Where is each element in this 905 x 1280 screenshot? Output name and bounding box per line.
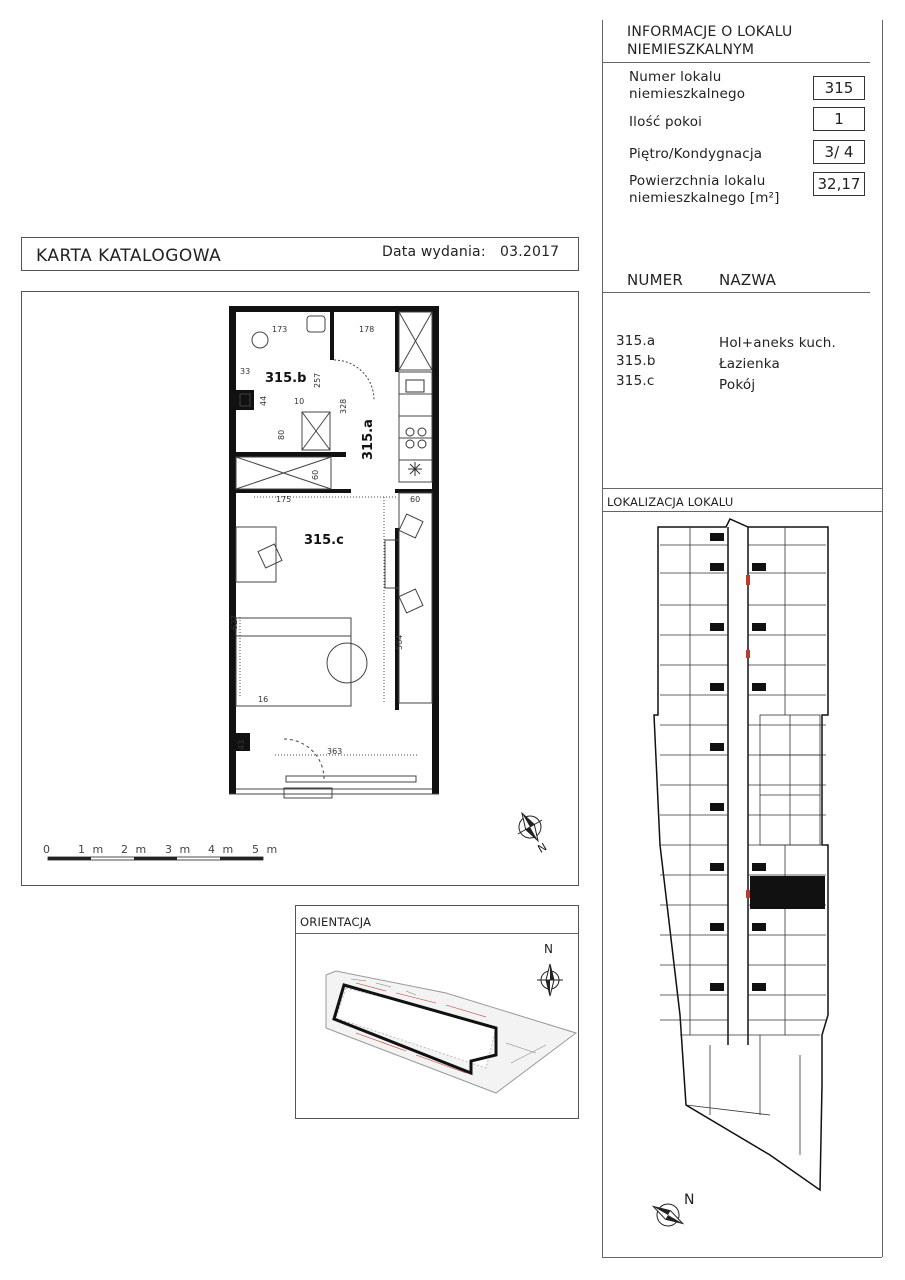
entry-arc [284, 739, 324, 779]
sink [307, 316, 325, 332]
interior-lines [229, 312, 439, 798]
area-value: 32,17 [813, 172, 865, 196]
chair-2 [399, 514, 423, 538]
location-title: LOKALIZACJA LOKALU [607, 495, 734, 509]
dim-627: 627 [230, 614, 239, 630]
room-c-label: 315.c [304, 533, 344, 548]
dim-10: 10 [294, 397, 305, 406]
wall-left [229, 306, 236, 794]
orientation-box [295, 905, 579, 1119]
col-number-header: NUMER [627, 271, 684, 289]
rooms-label: Ilość pokoi [629, 114, 703, 130]
scale-label-2: 2 m [121, 843, 149, 856]
orientation-title: ORIENTACJA [300, 915, 372, 929]
wall-right [432, 306, 439, 794]
highlighted-unit [750, 876, 825, 909]
door-arc [334, 360, 374, 400]
orientation-map [296, 933, 578, 1118]
window [286, 776, 416, 782]
room-row-name: Łazienka [719, 356, 781, 372]
wardrobe-right [399, 493, 432, 703]
orientation-north: N [544, 942, 554, 956]
bed [236, 618, 351, 706]
scale-bar [48, 857, 263, 860]
snowflake-icon [408, 462, 422, 476]
room-row-number: 315.a [616, 333, 656, 349]
kitchen-partition [395, 489, 432, 493]
issue-label: Data wydania: [382, 244, 486, 260]
toilet [252, 332, 268, 348]
building-outline [654, 519, 828, 1190]
floor-plan-box [21, 291, 579, 886]
info-title-1: INFORMACJE O LOKALU [627, 24, 793, 40]
room-a-label: 315.a [361, 419, 376, 460]
room-row-name: Hol+aneks kuch. [719, 335, 836, 351]
dim-564: 564 [395, 634, 404, 650]
dim-175: 175 [276, 495, 292, 504]
closet-wall [395, 528, 399, 710]
dim-44: 44 [259, 395, 268, 406]
room-b-label: 315.b [265, 371, 307, 386]
rooms-value: 1 [813, 107, 865, 131]
chair-1 [258, 544, 282, 568]
area-label-1: Powierzchnia lokalu [629, 173, 766, 189]
location-map [650, 515, 830, 1195]
info-title-2: NIEMIESZKALNYM [627, 42, 755, 58]
catalog-header [21, 237, 579, 271]
room-row-name: Pokój [719, 377, 756, 393]
area-label-2: niemieszkalnego [m²] [629, 190, 780, 206]
number-label-1: Numer lokalu [629, 69, 722, 85]
room-row-number: 315.b [616, 353, 656, 369]
col-name-header: NAZWA [719, 271, 777, 289]
dim-43: 43 [237, 739, 246, 750]
bath-wall-bottom [236, 452, 346, 457]
scale-label-0: 0 [43, 843, 51, 856]
dim-60a: 60 [311, 469, 320, 480]
dim-328: 328 [339, 398, 348, 414]
floor-label: Piętro/Kondygnacja [629, 146, 763, 162]
scale-label-1: 1 m [78, 843, 106, 856]
desk [236, 527, 276, 582]
dim-33: 33 [240, 367, 251, 376]
bath-wall-right [330, 312, 334, 360]
number-value: 315 [813, 76, 865, 100]
catalog-title: KARTA KATALOGOWA [36, 246, 222, 266]
issue-date: 03.2017 [500, 244, 560, 260]
scale-label-3: 3 m [165, 843, 193, 856]
shaft [236, 390, 254, 410]
wall-left-bottom [229, 767, 236, 794]
round-table [327, 643, 367, 683]
scale-label-5: 5 m [252, 843, 280, 856]
floor-value: 3/ 4 [813, 140, 865, 164]
location-north: N [684, 1192, 695, 1208]
dim-178: 178 [359, 325, 375, 334]
number-label-2: niemieszkalnego [629, 86, 746, 102]
dim-173: 173 [272, 325, 288, 334]
wall-top [229, 306, 439, 312]
scale-label-4: 4 m [208, 843, 236, 856]
compass-icon [510, 806, 558, 861]
dim-363: 363 [327, 747, 343, 756]
right-panel-left-border [602, 20, 603, 1257]
room-row-number: 315.c [616, 373, 655, 389]
dim-60b: 60 [410, 495, 421, 504]
north-compass-icon [537, 964, 563, 996]
kitchen-left-wall [395, 312, 399, 372]
apartment-plan [22, 292, 578, 885]
right-panel-right-border [882, 20, 883, 1257]
hall-wall-bottom [236, 489, 351, 493]
dim-257: 257 [313, 372, 322, 388]
dim-80: 80 [277, 429, 286, 440]
chair-3 [399, 589, 423, 613]
dim-16: 16 [258, 695, 269, 704]
svg-text:N: N [535, 840, 550, 856]
